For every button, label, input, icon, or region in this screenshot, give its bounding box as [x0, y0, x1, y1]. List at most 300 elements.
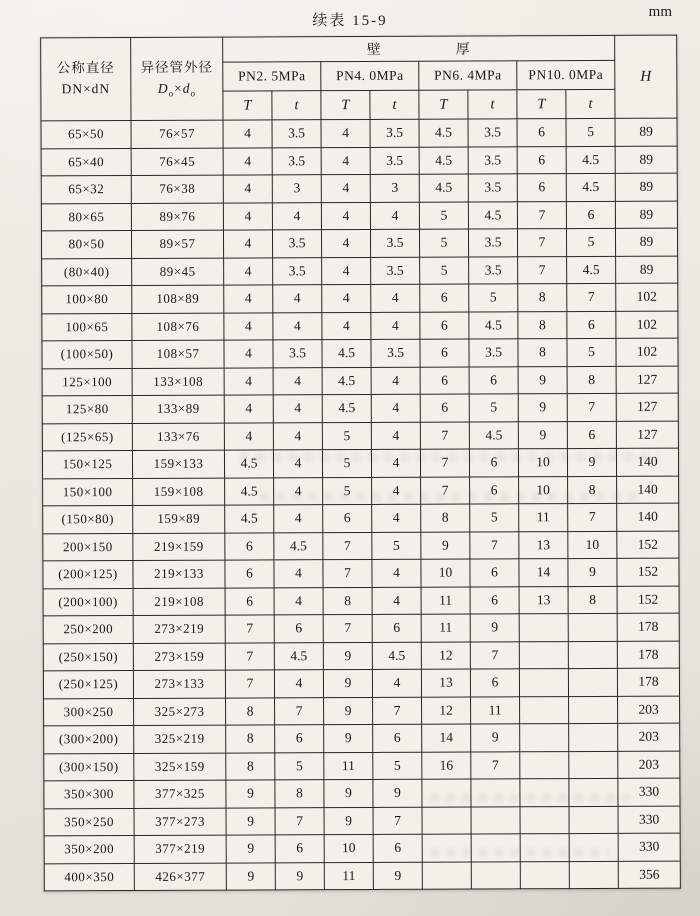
cell-wall-thickness	[519, 641, 568, 669]
cell-wall-thickness: 9	[226, 862, 275, 890]
cell-wall-thickness: 9	[324, 807, 373, 835]
cell-nominal-diameter: 150×125	[42, 450, 132, 478]
cell-wall-thickness: 7	[323, 559, 372, 587]
cell-h: 330	[618, 833, 680, 861]
wall-thickness-char-2: 厚	[455, 42, 471, 58]
cell-outer-diameter: 219×108	[133, 588, 225, 616]
cell-h: 102	[616, 311, 678, 339]
table-row	[41, 146, 677, 176]
cell-wall-thickness: 4.5	[274, 532, 323, 560]
cell-wall-thickness: 3.5	[469, 339, 518, 367]
table-row	[43, 641, 679, 671]
cell-wall-thickness: 13	[519, 586, 568, 614]
cell-wall-thickness: 9	[568, 558, 617, 586]
cell-wall-thickness: 8	[226, 752, 275, 780]
cell-wall-thickness: 4	[273, 422, 322, 450]
cell-wall-thickness: 7	[323, 614, 372, 642]
cell-nominal-diameter: (300×150)	[44, 753, 134, 781]
cell-wall-thickness: 8	[323, 587, 372, 615]
cell-h: 152	[617, 586, 679, 614]
cell-wall-thickness: 3.5	[370, 119, 419, 147]
cell-h: 178	[617, 668, 679, 696]
cell-wall-thickness: 9	[471, 724, 520, 752]
cell-wall-thickness: 6	[517, 174, 566, 202]
header-t-pn2-5: t	[272, 91, 321, 120]
cell-wall-thickness: 7	[518, 256, 567, 284]
table-row	[43, 531, 679, 561]
cell-wall-thickness: 9	[373, 779, 422, 807]
cell-h: 203	[618, 696, 680, 724]
cell-h: 178	[617, 641, 679, 669]
cell-wall-thickness: 7	[373, 697, 422, 725]
cell-wall-thickness: 4.5	[274, 642, 323, 670]
cell-nominal-diameter: 100×80	[42, 285, 132, 313]
cell-nominal-diameter: 200×150	[43, 533, 133, 561]
cell-wall-thickness: 5	[419, 229, 468, 257]
cell-outer-diameter: 325×219	[134, 725, 226, 753]
cell-nominal-diameter: (100×50)	[42, 340, 132, 368]
cell-wall-thickness: 4.5	[225, 477, 274, 505]
cell-outer-diameter: 273×159	[133, 643, 225, 671]
header-wall-thickness	[223, 35, 615, 62]
table-row	[44, 861, 680, 891]
cell-wall-thickness: 9	[373, 862, 422, 890]
cell-h: 203	[618, 723, 680, 751]
cell-wall-thickness: 3.5	[468, 229, 517, 257]
cell-wall-thickness: 4	[224, 285, 273, 313]
table-row	[43, 503, 679, 533]
cell-wall-thickness: 6	[567, 311, 616, 339]
header-pn6-4: PN6. 4MPa	[419, 61, 517, 90]
cell-wall-thickness: 4.5	[566, 146, 615, 174]
cell-wall-thickness: 12	[421, 642, 470, 670]
table-row	[42, 448, 678, 478]
cell-nominal-diameter: 400×350	[44, 863, 134, 891]
cell-nominal-diameter: (150×80)	[43, 505, 133, 533]
header-nominal-line1: 公称直径	[56, 60, 115, 76]
cell-wall-thickness: 3.5	[371, 339, 420, 367]
cell-wall-thickness: 11	[421, 614, 470, 642]
cell-outer-diameter: 159×108	[133, 478, 225, 506]
table-row	[44, 723, 680, 753]
table-row	[42, 311, 678, 341]
cell-wall-thickness: 4	[272, 202, 321, 230]
cell-wall-thickness	[569, 778, 618, 806]
cell-nominal-diameter: 100×65	[42, 313, 132, 341]
cell-wall-thickness	[471, 861, 520, 889]
table-row	[42, 366, 678, 396]
cell-wall-thickness: 3.5	[272, 120, 321, 148]
header-t-pn6-4: t	[468, 90, 517, 119]
cell-outer-diameter: 219×159	[133, 533, 225, 561]
cell-outer-diameter: 108×76	[132, 313, 224, 341]
cell-nominal-diameter: 65×40	[41, 148, 131, 176]
cell-wall-thickness: 4	[372, 504, 421, 532]
table-row	[41, 173, 677, 203]
cell-wall-thickness: 4.5	[419, 119, 468, 147]
cell-wall-thickness: 3.5	[272, 147, 321, 175]
cell-wall-thickness: 9	[518, 394, 567, 422]
cell-outer-diameter: 76×38	[131, 175, 223, 203]
cell-h: 102	[616, 338, 678, 366]
cell-wall-thickness	[520, 751, 569, 779]
cell-wall-thickness: 3.5	[273, 257, 322, 285]
cell-wall-thickness: 4.5	[468, 201, 517, 229]
cell-wall-thickness: 4	[224, 367, 273, 395]
header-nominal-line2: DN×dN	[61, 81, 111, 97]
cell-wall-thickness: 5	[373, 752, 422, 780]
header-T-pn10-0: T	[517, 90, 566, 119]
cell-wall-thickness: 10	[324, 834, 373, 862]
cell-outer-diameter: 273×133	[133, 670, 225, 698]
cell-outer-diameter: 108×57	[132, 340, 224, 368]
cell-nominal-diameter: 65×32	[41, 175, 131, 203]
cell-wall-thickness: 4	[273, 367, 322, 395]
cell-outer-diameter: 89×45	[132, 258, 224, 286]
cell-wall-thickness: 4	[372, 559, 421, 587]
cell-h: 127	[616, 393, 678, 421]
cell-wall-thickness: 9	[323, 669, 372, 697]
cell-wall-thickness: 4	[274, 505, 323, 533]
cell-nominal-diameter: 350×300	[44, 780, 134, 808]
table-row	[43, 613, 679, 643]
cell-wall-thickness: 4	[370, 202, 419, 230]
table-row	[42, 256, 678, 286]
cell-wall-thickness: 4	[322, 257, 371, 285]
table-row	[44, 833, 680, 863]
cell-wall-thickness	[520, 834, 569, 862]
cell-wall-thickness	[422, 862, 471, 890]
cell-wall-thickness: 5	[420, 257, 469, 285]
cell-wall-thickness: 3.5	[370, 147, 419, 175]
cell-wall-thickness: 5	[566, 118, 615, 146]
cell-wall-thickness: 4.5	[567, 256, 616, 284]
cell-h: 152	[617, 531, 679, 559]
cell-wall-thickness: 3	[272, 175, 321, 203]
cell-nominal-diameter: (200×100)	[43, 588, 133, 616]
table-row	[44, 806, 680, 836]
cell-wall-thickness	[520, 806, 569, 834]
cell-wall-thickness: 4	[273, 450, 322, 478]
cell-wall-thickness: 16	[422, 752, 471, 780]
cell-outer-diameter: 325×159	[134, 753, 226, 781]
cell-outer-diameter: 377×273	[134, 808, 226, 836]
header-t-pn4-0: t	[370, 90, 419, 119]
table-row	[44, 751, 680, 781]
cell-wall-thickness: 6	[372, 614, 421, 642]
cell-wall-thickness: 8	[518, 284, 567, 312]
cell-h: 89	[615, 118, 677, 146]
table-row	[42, 393, 678, 423]
cell-wall-thickness: 6	[275, 725, 324, 753]
cell-wall-thickness: 5	[323, 477, 372, 505]
cell-wall-thickness: 9	[567, 448, 616, 476]
cell-nominal-diameter: (250×125)	[43, 670, 133, 698]
cell-wall-thickness: 4.5	[322, 367, 371, 395]
cell-h: 140	[617, 503, 679, 531]
cell-wall-thickness: 7	[275, 697, 324, 725]
cell-h: 140	[616, 448, 678, 476]
cell-outer-diameter: 159×89	[133, 505, 225, 533]
cell-wall-thickness: 4.5	[469, 311, 518, 339]
cell-wall-thickness: 7	[225, 670, 274, 698]
cell-wall-thickness: 6	[373, 834, 422, 862]
cell-wall-thickness	[569, 751, 618, 779]
cell-wall-thickness: 11	[324, 862, 373, 890]
cell-wall-thickness: 4	[224, 257, 273, 285]
cell-wall-thickness: 5	[372, 532, 421, 560]
cell-wall-thickness: 11	[421, 587, 470, 615]
reducer-dimensions-table	[40, 35, 681, 892]
cell-wall-thickness: 11	[519, 504, 568, 532]
cell-wall-thickness: 4	[273, 285, 322, 313]
cell-wall-thickness: 5	[470, 504, 519, 532]
table-row	[44, 778, 680, 808]
cell-outer-diameter: 133×76	[132, 423, 224, 451]
cell-wall-thickness	[520, 861, 569, 889]
cell-h: 127	[616, 366, 678, 394]
cell-wall-thickness: 6	[420, 284, 469, 312]
header-nominal-diameter	[41, 37, 131, 120]
cell-wall-thickness: 4	[371, 422, 420, 450]
cell-nominal-diameter: 80×50	[41, 230, 131, 258]
cell-nominal-diameter: (200×125)	[43, 560, 133, 588]
cell-wall-thickness: 11	[471, 696, 520, 724]
cell-nominal-diameter: 125×80	[42, 395, 132, 423]
cell-wall-thickness: 6	[517, 119, 566, 147]
cell-wall-thickness: 5	[566, 228, 615, 256]
cell-wall-thickness: 5	[322, 422, 371, 450]
cell-wall-thickness: 9	[324, 724, 373, 752]
cell-wall-thickness: 4	[321, 119, 370, 147]
cell-outer-diameter: 108×89	[132, 285, 224, 313]
cell-wall-thickness: 4	[223, 175, 272, 203]
cell-nominal-diameter: 65×50	[41, 120, 131, 148]
table-body	[41, 118, 680, 891]
cell-wall-thickness: 8	[275, 780, 324, 808]
header-pn2-5: PN2. 5MPa	[223, 62, 321, 91]
table-row	[42, 338, 678, 368]
header-h-column	[615, 35, 677, 118]
cell-wall-thickness: 6	[420, 339, 469, 367]
outer-diameter-symbol: $D_o\times d_o$	[157, 80, 196, 99]
cell-wall-thickness	[471, 779, 520, 807]
cell-nominal-diameter: (300×200)	[44, 725, 134, 753]
cell-wall-thickness: 6	[274, 615, 323, 643]
cell-wall-thickness: 4	[274, 560, 323, 588]
cell-wall-thickness	[520, 724, 569, 752]
cell-outer-diameter: 377×325	[134, 780, 226, 808]
cell-wall-thickness: 4	[273, 395, 322, 423]
cell-wall-thickness: 4.5	[322, 339, 371, 367]
cell-wall-thickness: 4	[274, 670, 323, 698]
cell-wall-thickness: 4	[224, 395, 273, 423]
cell-wall-thickness: 7	[373, 807, 422, 835]
cell-wall-thickness	[568, 613, 617, 641]
cell-outer-diameter: 219×133	[133, 560, 225, 588]
header-pn10-0: PN10. 0MPa	[517, 60, 615, 89]
cell-wall-thickness: 6	[323, 504, 372, 532]
cell-h: 89	[615, 173, 677, 201]
cell-wall-thickness: 9	[323, 642, 372, 670]
cell-wall-thickness: 4	[274, 587, 323, 615]
cell-wall-thickness: 9	[275, 862, 324, 890]
cell-outer-diameter: 426×377	[134, 863, 226, 891]
cell-wall-thickness: 4	[371, 312, 420, 340]
cell-wall-thickness	[520, 779, 569, 807]
cell-nominal-diameter: 125×100	[42, 368, 132, 396]
cell-wall-thickness	[569, 833, 618, 861]
page-title: 续表 15-9	[312, 13, 388, 29]
cell-wall-thickness: 7	[567, 283, 616, 311]
cell-wall-thickness: 10	[519, 476, 568, 504]
cell-wall-thickness: 4	[224, 422, 273, 450]
cell-wall-thickness: 6	[225, 587, 274, 615]
header-pn4-0: PN4. 0MPa	[321, 61, 419, 90]
cell-wall-thickness: 9	[421, 532, 470, 560]
table-row	[44, 696, 680, 726]
cell-wall-thickness: 7	[225, 642, 274, 670]
cell-wall-thickness: 10	[568, 531, 617, 559]
cell-h: 356	[618, 861, 680, 889]
cell-h: 330	[618, 778, 680, 806]
cell-wall-thickness: 4	[372, 477, 421, 505]
cell-wall-thickness	[569, 696, 618, 724]
table-row	[43, 476, 679, 506]
cell-wall-thickness: 8	[568, 476, 617, 504]
cell-wall-thickness: 6	[469, 449, 518, 477]
cell-wall-thickness: 13	[421, 669, 470, 697]
cell-wall-thickness: 4	[371, 394, 420, 422]
cell-wall-thickness: 3.5	[370, 229, 419, 257]
cell-wall-thickness: 3.5	[468, 146, 517, 174]
cell-wall-thickness: 5	[567, 338, 616, 366]
cell-wall-thickness: 4.5	[225, 505, 274, 533]
cell-wall-thickness: 9	[470, 614, 519, 642]
cell-wall-thickness: 8	[226, 725, 275, 753]
cell-wall-thickness: 5	[469, 284, 518, 312]
cell-wall-thickness: 6	[470, 476, 519, 504]
cell-h: 89	[616, 256, 678, 284]
cell-wall-thickness: 7	[568, 503, 617, 531]
header-outer-line1: 异径管外径	[140, 59, 214, 76]
header-T-pn4-0: T	[321, 90, 370, 119]
table-row	[43, 586, 679, 616]
cell-nominal-diameter: 150×100	[43, 478, 133, 506]
cell-wall-thickness: 4	[224, 312, 273, 340]
cell-outer-diameter: 273×219	[133, 615, 225, 643]
cell-wall-thickness: 4	[372, 587, 421, 615]
cell-wall-thickness: 4.5	[419, 147, 468, 175]
cell-wall-thickness: 14	[519, 559, 568, 587]
cell-wall-thickness	[422, 779, 471, 807]
cell-wall-thickness	[569, 723, 618, 751]
cell-outer-diameter: 133×108	[132, 368, 224, 396]
cell-wall-thickness: 7	[420, 449, 469, 477]
cell-wall-thickness: 14	[422, 724, 471, 752]
cell-wall-thickness: 9	[226, 780, 275, 808]
cell-wall-thickness: 4.5	[419, 174, 468, 202]
cell-wall-thickness: 8	[518, 311, 567, 339]
cell-h: 89	[615, 228, 677, 256]
cell-wall-thickness: 9	[226, 835, 275, 863]
cell-wall-thickness: 5	[469, 394, 518, 422]
cell-wall-thickness	[520, 696, 569, 724]
cell-wall-thickness: 4	[322, 312, 371, 340]
cell-h: 89	[615, 146, 677, 174]
cell-outer-diameter: 377×219	[134, 835, 226, 863]
cell-wall-thickness	[568, 641, 617, 669]
cell-wall-thickness: 6	[566, 201, 615, 229]
cell-wall-thickness	[519, 614, 568, 642]
cell-wall-thickness: 4	[223, 147, 272, 175]
cell-wall-thickness: 3.5	[468, 174, 517, 202]
cell-nominal-diameter: 80×65	[41, 203, 131, 231]
cell-wall-thickness: 10	[518, 449, 567, 477]
cell-wall-thickness: 4.5	[469, 421, 518, 449]
cell-wall-thickness: 9	[518, 421, 567, 449]
cell-wall-thickness	[519, 669, 568, 697]
cell-h: 330	[618, 806, 680, 834]
cell-h: 102	[616, 283, 678, 311]
cell-wall-thickness: 8	[226, 697, 275, 725]
cell-outer-diameter: 89×76	[131, 203, 223, 231]
cell-wall-thickness: 7	[225, 615, 274, 643]
cell-nominal-diameter: 350×200	[44, 835, 134, 863]
table-row	[41, 201, 677, 231]
cell-wall-thickness	[422, 807, 471, 835]
cell-wall-thickness: 4	[321, 229, 370, 257]
cell-wall-thickness: 4.5	[566, 173, 615, 201]
table-row	[42, 283, 678, 313]
cell-wall-thickness: 9	[324, 697, 373, 725]
cell-wall-thickness: 3.5	[468, 119, 517, 147]
cell-wall-thickness	[569, 861, 618, 889]
cell-nominal-diameter: (125×65)	[42, 423, 132, 451]
cell-wall-thickness: 4	[371, 367, 420, 395]
unit-label: mm	[648, 4, 672, 20]
cell-h: 203	[618, 751, 680, 779]
cell-wall-thickness: 9	[518, 366, 567, 394]
cell-wall-thickness	[471, 806, 520, 834]
cell-wall-thickness: 6	[275, 835, 324, 863]
cell-wall-thickness: 7	[421, 477, 470, 505]
cell-wall-thickness: 4	[321, 202, 370, 230]
cell-wall-thickness: 3	[370, 174, 419, 202]
cell-wall-thickness: 6	[517, 146, 566, 174]
header-outer-diameter	[131, 37, 223, 120]
cell-wall-thickness: 4	[223, 120, 272, 148]
cell-nominal-diameter: (250×150)	[43, 643, 133, 671]
cell-nominal-diameter: 250×200	[43, 615, 133, 643]
cell-wall-thickness: 9	[324, 779, 373, 807]
cell-wall-thickness: 8	[518, 339, 567, 367]
cell-wall-thickness: 7	[567, 393, 616, 421]
cell-wall-thickness: 7	[323, 532, 372, 560]
cell-wall-thickness: 6	[420, 367, 469, 395]
cell-wall-thickness: 7	[470, 641, 519, 669]
cell-wall-thickness: 5	[275, 752, 324, 780]
cell-wall-thickness: 7	[471, 751, 520, 779]
cell-wall-thickness: 4	[321, 174, 370, 202]
cell-wall-thickness: 3.5	[273, 340, 322, 368]
cell-wall-thickness: 3.5	[371, 257, 420, 285]
header-h-symbol: H	[640, 68, 652, 85]
cell-outer-diameter: 76×45	[131, 148, 223, 176]
cell-h: 127	[616, 421, 678, 449]
cell-wall-thickness: 7	[470, 531, 519, 559]
cell-wall-thickness: 6	[469, 366, 518, 394]
